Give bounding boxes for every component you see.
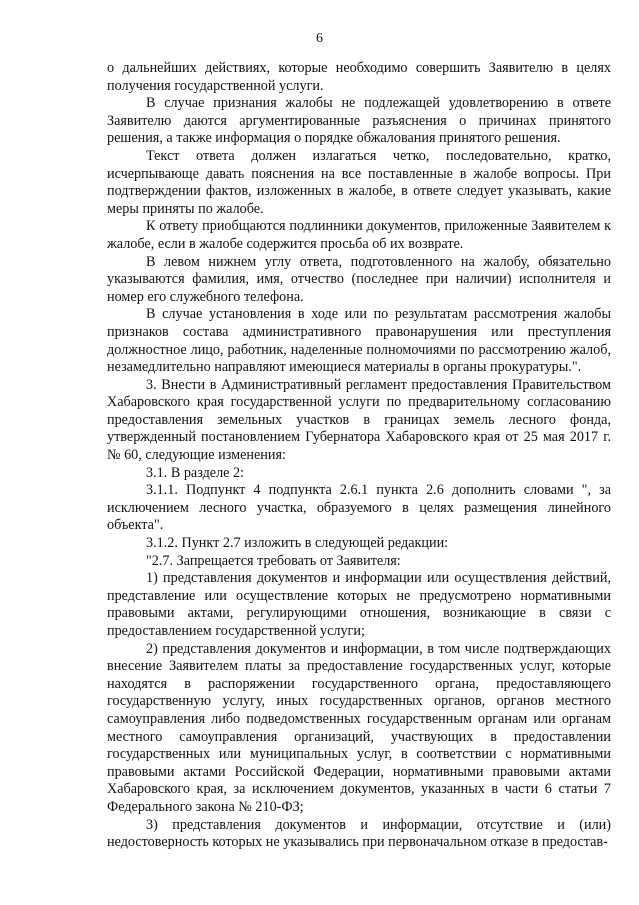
paragraph: В случае установления в ходе или по результатам рассмотрения жалобы признаков состава административного правонарушения или преступления должностное лицо, работник, наделенные полномочиями по рассмотрению жалоб, незамедлительно направляют имеющиеся материалы в органы прокуратуры.".	[107, 306, 611, 376]
paragraph: В левом нижнем углу ответа, подготовленного на жалобу, обязательно указываются фамилия, имя, отчество (последнее при наличии) исполнителя и номер его служебного телефона.	[107, 253, 611, 305]
paragraph: 3. Внести в Административный регламент предоставления Правительством Хабаровского края государственной услуги по предварительному согласованию предоставления земельных участков в границах земель лесного фонда, утвержденный постановлением Губернатора Хабаровского края от 25 мая 2017 г. № 60, следующие изменения:	[107, 376, 611, 464]
paragraph: "2.7. Запрещается требовать от Заявителя:	[146, 552, 401, 569]
page-number: 6	[316, 31, 323, 46]
document-body	[107, 60, 611, 852]
paragraph: 1) представления документов и информации или осуществления действий, представление или осуществление которых не предусмотрено нормативными правовыми актами, регулирующими отношения, возникающие в связи с предоставлением государственной услуги;	[107, 570, 611, 639]
paragraph: К ответу приобщаются подлинники документов, приложенные Заявителем к жалобе, если в жалобе содержится просьба об их возврате.	[107, 218, 611, 252]
paragraph: 3) представления документов и информации, отсутствие и (или) недостоверность которых не указывались при первоначальном отказе в предостав-	[107, 816, 611, 851]
paragraph: 3.1. В разделе 2:	[146, 464, 245, 481]
paragraph: В случае признания жалобы не подлежащей удовлетворению в ответе Заявителю даются аргументированные разъяснения о причинах принятого решения, а также информация о порядке обжалования принятого решения.	[107, 95, 611, 147]
paragraph: о дальнейших действиях, которые необходимо совершить Заявителю в целях получения государственной услуги.	[107, 60, 611, 94]
paragraph: 2) представления документов и информации, в том числе подтверждающих внесение Заявителем платы за предоставление государственных услуг, которые находятся в распоряжении государственного органа, предоставляющего государственную услугу, иных государственных органов, органов местного самоуправления либо подведомственных государственным органам или органам местного самоуправления организаций, участвующих в предоставлении государственных или муниципальных услуг, в соответствии с нормативными правовыми актами Российской Федерации, нормативными правовыми актами Хабаровского края, за исключением документов, указанных в части 6 статьи 7 Федерального закона № 210-ФЗ;	[107, 640, 611, 815]
paragraph: 3.1.1. Подпункт 4 подпункта 2.6.1 пункта 2.6 дополнить словами ", за исключением лесного участка, образуемого в целях размещения линейного объекта".	[107, 482, 611, 534]
paragraph: Текст ответа должен излагаться четко, последовательно, кратко, исчерпывающе давать пояснения на все поставленные в жалобе вопросы. При подтверждении фактов, изложенных в жалобе, в ответе следует указывать, какие меры приняты по жалобе.	[107, 147, 611, 217]
paragraph: 3.1.2. Пункт 2.7 изложить в следующей редакции:	[146, 535, 449, 552]
